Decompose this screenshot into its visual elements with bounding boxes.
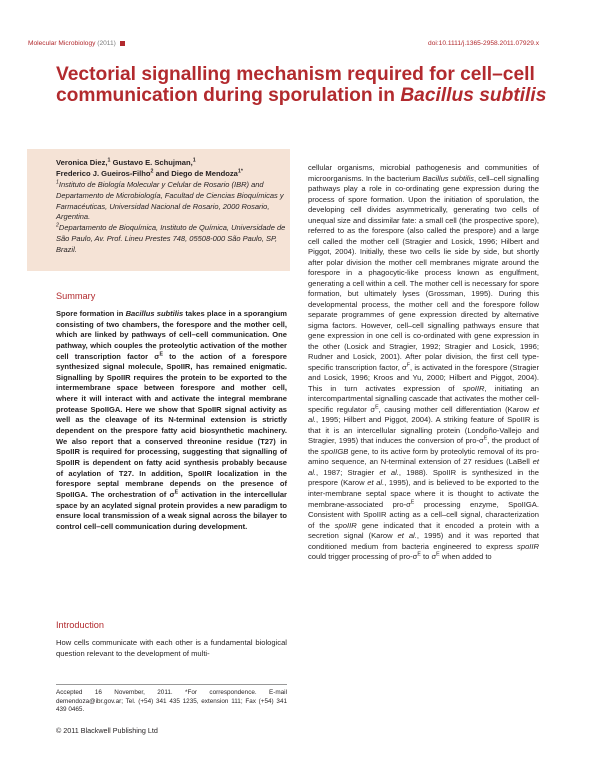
body-sup: E [483,435,488,442]
summary-part: to the action of a forespore synthesized signal molecule, SpoIIR, has remained enigmatic. Signalling by SpoIIR requires the protein to be exported to the intermembrane space between forespore and mother cell, where it will interact with and activate the integral membrane protease SpoIIGA. Here we show that SpoIIR signal activity as well as the cleavage of its N-terminal extension is strictly dependent on the prespore fatty acid biosynthetic machinery. We also report that a conserved threonine residue (T27) in SpoIIR is required for processing, suggesting that signalling of SpoIIR is dependent on fatty acid synthesis probably because of acylation of T27. In addition, SpoIIR localization in the forespore septal membrane depends on the presence of SpoIIGA. The orchestration of σ [56,351,287,499]
body-italic: spoIIR [334,520,357,530]
running-header [28,40,125,47]
summary-sup: E [159,351,163,358]
body-italic: Bacillus subtilis [422,173,474,183]
body-part: , is activated in the forespore (Stragier and Losick, 1996; Kroos and Yu, 2000; Hilbert and Piggot, 2004). This in turn activates expression of [308,362,539,393]
author-gueiros: Frederico J. Gueiros-Filho [56,168,151,178]
copyright: © 2011 Blackwell Publishing Ltd [56,726,158,735]
body-sup: E [436,551,440,558]
author-sup: 2 [150,167,154,174]
summary-part: takes place in a sporangium consisting of two chambers, the forespore and the mother cell, which are linked by pathways of cell–cell communication. One pathway, which couples the proteolytic activation of the mother cell transcription factor σ [56,309,287,361]
body-part: , 1995), and is believed to be exported to the inter-membrane septal space where it is thought to activate the membrane-associated pro-σ [308,478,539,509]
author-sup: 1* [237,167,243,174]
body-italic: spoIIR [517,541,539,551]
summary-text [56,309,287,532]
author-sup: 1 [107,157,111,164]
affiliation-1 [56,180,288,223]
body-part: , causing mother cell differentiation (Karow [378,404,533,414]
header-square-icon [120,41,125,46]
affiliation-sup: 2 [56,222,59,229]
affiliation-sup: 1 [56,179,59,186]
body-part: , 1987; Stragier [316,467,380,477]
body-italic: et al. [379,467,399,477]
author-diez: Veronica Diez, [56,158,108,167]
body-part: could trigger processing of pro-σ [308,552,418,562]
body-text-right-column [308,163,539,563]
body-italic: et al. [308,457,539,477]
correspondence-note: Accepted 16 November, 2011. *For correspondence. E-mail demendoza@ibr.gov.ar; Tel. (+54) 341 435 1235, extension 111; Fax (+54) 341 439 0465. [56,689,287,713]
body-italic: et al. [308,404,539,425]
body-part: , cell–cell signalling pathways play a role in co-ordinating gene expression during the process of spore formation. Upon the initiation of sporulation, the developing cell divides asymmetrically, generating two cells of unequal size and dissimilar fate: a small cell (the prospective spore), referred to as the forespore (also called the prespore) and a large cell called the mother cell (Stragier and Losick, 1996; Hilbert and Piggot, 2004). Initially, these two cells lie side by side, but shortly after polar division the mother cell membranes migrate around the forespore in a phagocytic-like process known as engulfment, generating a cell within a cell. The mother cell is necessary for spore formation, but ultimately lyses (Grossman, 1995). During this developmental process, the mother cell and the forespore follow separate programmes of gene expression directed by alternative sigma factors. However, cell–cell signalling pathways ensure that gene expression in one cell is co-ordinated with gene expression in the other (Losick and Stragier, 1992; Stragier and Losick, 1996; Rudner and Losick, 2001). After polar division, the first cell type-specific transcription factor, σ [308,173,539,372]
title-species: Bacillus subtilis [400,85,547,106]
author-list [56,158,288,179]
summary-sup: E [174,489,179,496]
author-mendoza: and Diego de Mendoza [153,168,238,178]
title-line-2 [56,85,556,106]
title-line-1: Vectorial signalling mechanism required for cell–cell [56,64,535,85]
body-part: , the product of the [308,436,539,456]
body-part: , 1988). SpoIIR is synthesized in the prespore (Karow [308,467,539,488]
body-part: to σ [420,552,437,562]
body-italic: spoIIR [462,383,485,393]
footnote-divider [56,684,287,685]
body-sup: E [410,498,415,505]
summary-heading: Summary [56,291,96,301]
journal-year: (2011) [97,40,116,47]
author-line-2 [56,169,288,180]
title-line-2-text: communication during sporulation in [56,85,401,106]
body-part: gene, to its active form by proteolytic removal of its pro-amino sequence, an N-terminal extension of 27 residues (LaBell [308,446,539,467]
body-sup: F [406,362,410,369]
doi[interactable]: doi:10.1111/j.1365-2958.2011.07929.x [428,40,539,47]
body-italic: et al. [397,531,417,541]
body-part: , 1995) and it was reported that conditioned medium from bacteria engineered to express [308,531,539,551]
body-sup: E [417,551,421,558]
body-part: , initiating an intercompartmental signalling cascade that activates the mother cell-specific regulator σ [308,383,539,414]
journal-name: Molecular Microbiology [28,40,96,47]
body-part: processing enzyme, SpoIIGA. Consistent with SpoIIR acting as a cell–cell signal, characterization of the [308,499,539,530]
body-part: gene indicated that it encoded a protein with a secretion signal (Karow [308,520,539,541]
summary-part: Spore formation in [56,309,126,318]
summary-species: Bacillus subtilis [125,309,184,318]
body-part: , 1995; Hilbert and Piggot, 2004). A striking feature of SpoIIR is that it is an intercellular signalling protein (Londoño-Vallejo and Stragier, 1995) that induces the conversion of pro-σ [308,415,539,446]
author-sup: 1 [192,157,196,164]
author-schujman: Gustavo E. Schujman, [110,158,193,167]
affiliation-2 [56,223,288,255]
affiliation-1-text: Instituto de Biología Molecular y Celular de Rosario (IBR) and Departamento de Microbiología, Facultad de Ciencias Bioquímicas y Farmacéuticas, Universidad Nacional de Rosario, 2000 Rosario, Argentina. [56,180,284,222]
introduction-text: How cells communicate with each other is a fundamental biological question relevant to the development of multi- [56,638,287,658]
body-part: when added to [439,552,492,562]
body-italic: spoIIGB [320,446,349,456]
body-part: cellular organisms, microbial pathogenesis and communities of microorganisms. In the bacterium [308,163,539,183]
introduction-heading: Introduction [56,620,105,630]
author-line-1 [56,158,288,169]
body-sup: E [375,404,379,411]
summary-part: activation in the intercellular space by an acylated signal protein provides a new paradigm to ensure local transmission of a weak signal across the bilayer to control cell–cell communication during development. [56,489,287,531]
affiliations [56,180,288,256]
affiliation-2-text: Departamento de Bioquímica, Instituto de Química, Universidade de São Paulo, Av. Prof. Lineu Prestes 748, 05508-000 São Paulo, SP, Brazil. [56,223,286,254]
body-italic: et al. [367,478,385,488]
article-title [56,64,556,106]
